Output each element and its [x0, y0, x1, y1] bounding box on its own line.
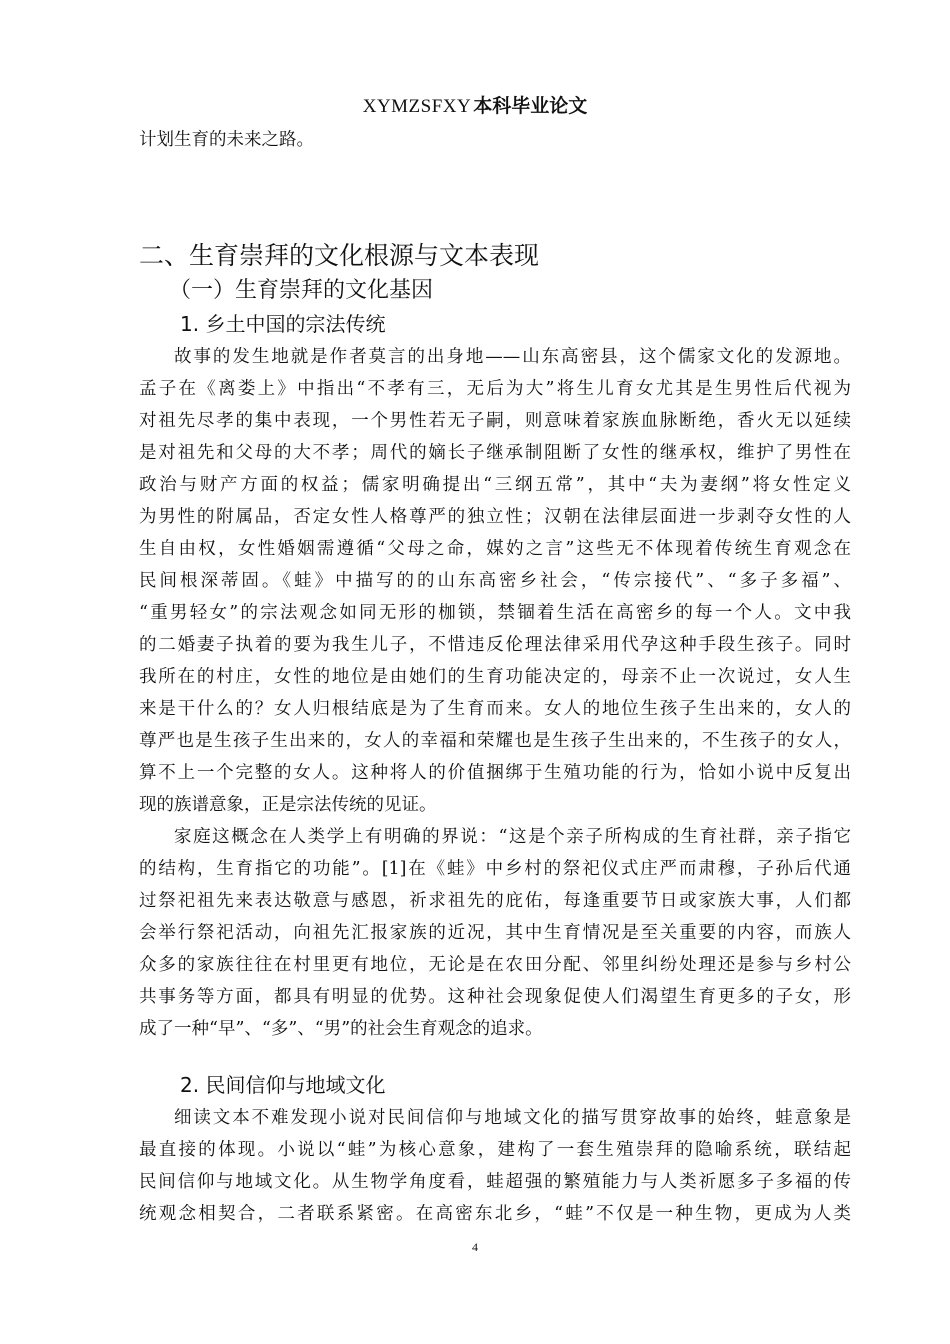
paragraph-line: 是对祖先和父母的大不孝；周代的嫡长子继承制阻断了女性的继承权，维护了男性在 [139, 443, 851, 463]
paragraph-line: 现的族谱意象，正是宗法传统的见证。 [139, 795, 437, 815]
page-number: 4 [472, 1240, 478, 1254]
paragraph-line: 的结构，生育指它的功能”。[1]在《蛙》中乡村的祭祀仪式庄严而肃穆，子孙后代通 [139, 859, 851, 879]
paragraph-line: 最直接的体现。小说以“蛙”为核心意象，建构了一套生殖崇拜的隐喻系统，联结起 [139, 1140, 851, 1160]
paragraph-line: 家庭这概念在人类学上有明确的界说：“这是个亲子所构成的生育社群，亲子指它 [174, 827, 851, 847]
paragraph-line: 的二婚妻子执着的要为我生儿子，不惜违反伦理法律采用代孕这种手段生孩子。同时 [139, 635, 851, 655]
paragraph-line: 民间根深蒂固。《蛙》中描写的的山东高密乡社会，“传宗接代”、“多子多福”、 [139, 571, 851, 591]
paragraph-line: 民间信仰与地域文化。从生物学角度看，蛙超强的繁殖能力与人类祈愿多子多福的传 [139, 1172, 851, 1192]
running-header [0, 92, 950, 121]
body-content [139, 124, 851, 1230]
paragraph-line: 我所在的村庄，女性的地位是由她们的生育功能决定的，母亲不止一次说过，女人生 [139, 667, 851, 687]
paragraph-line: 共事务等方面，都具有明显的优势。这种社会现象促使人们渴望生育更多的子女，形 [139, 987, 851, 1007]
paragraph-3 [139, 1102, 851, 1230]
paragraph-line: 过祭祀祖先来表达敬意与感恩，祈求祖先的庇佑，每逢重要节日或家族大事，人们都 [139, 891, 851, 911]
paragraph-line: 算不上一个完整的女人。这种将人的价值捆绑于生殖功能的行为，恰如小说中反复出 [139, 763, 851, 783]
section-heading: 二、生育崇拜的文化根源与文本表现 [139, 241, 540, 270]
paragraph-1 [139, 341, 851, 821]
paragraph-line: 故事的发生地就是作者莫言的出身地——山东高密县，这个儒家文化的发源地。 [174, 347, 851, 367]
paragraph-line: 会举行祭祀活动，向祖先汇报家族的近况，其中生育情况是至关重要的内容，而族人 [139, 923, 851, 943]
sub2-heading: 2. 民间信仰与地域文化 [180, 1073, 386, 1097]
paragraph-line: 尊严也是生孩子生出来的，女人的幸福和荣耀也是生孩子生出来的，不生孩子的女人， [139, 731, 851, 751]
paragraph-line: 为男性的附属品，否定女性人格尊严的独立性；汉朝在法律层面进一步剥夺女性的人 [139, 507, 851, 527]
sub1-heading: 1. 乡土中国的宗法传统 [180, 312, 386, 336]
paragraph-line: 成了一种“早”、“多”、“男”的社会生育观念的追求。 [139, 1019, 543, 1039]
subsection-heading: （一）生育崇拜的文化基因 [169, 278, 434, 303]
header-code: XYMZSFXY [362, 96, 472, 117]
paragraph-line: 孟子在《离娄上》中指出“不孝有三，无后为大”将生儿育女尤其是生男性后代视为 [139, 379, 851, 399]
paragraph-line: 政治与财产方面的权益；儒家明确提出“三纲五常”，其中“夫为妻纲”将女性定义 [139, 475, 851, 495]
paragraph-line: “重男轻女”的宗法观念如同无形的枷锁，禁锢着生活在高密乡的每一个人。文中我 [139, 603, 851, 623]
paragraph-line: 对祖先尽孝的集中表现，一个男性若无子嗣，则意味着家族血脉断绝，香火无以延续 [139, 411, 851, 431]
paragraph-2 [139, 821, 851, 1045]
paragraph-line: 众多的家族往往在村里更有地位，无论是在农田分配、邻里纠纷处理还是参与乡村公 [139, 955, 851, 975]
intro-line: 计划生育的未来之路。 [139, 130, 314, 150]
paragraph-line: 来是干什么的？女人归根结底是为了生育而来。女人的地位生孩子生出来的，女人的 [139, 699, 851, 719]
header-title: 本科毕业论文 [473, 95, 588, 117]
paragraph-line: 统观念相契合，二者联系紧密。在高密东北乡，“蛙”不仅是一种生物，更成为人类 [139, 1204, 851, 1224]
paragraph-line: 生自由权，女性婚姻需遵循“父母之命，媒妁之言”这些无不体现着传统生育观念在 [139, 539, 851, 559]
paragraph-line: 细读文本不难发现小说对民间信仰与地域文化的描写贯穿故事的始终，蛙意象是 [174, 1108, 851, 1128]
